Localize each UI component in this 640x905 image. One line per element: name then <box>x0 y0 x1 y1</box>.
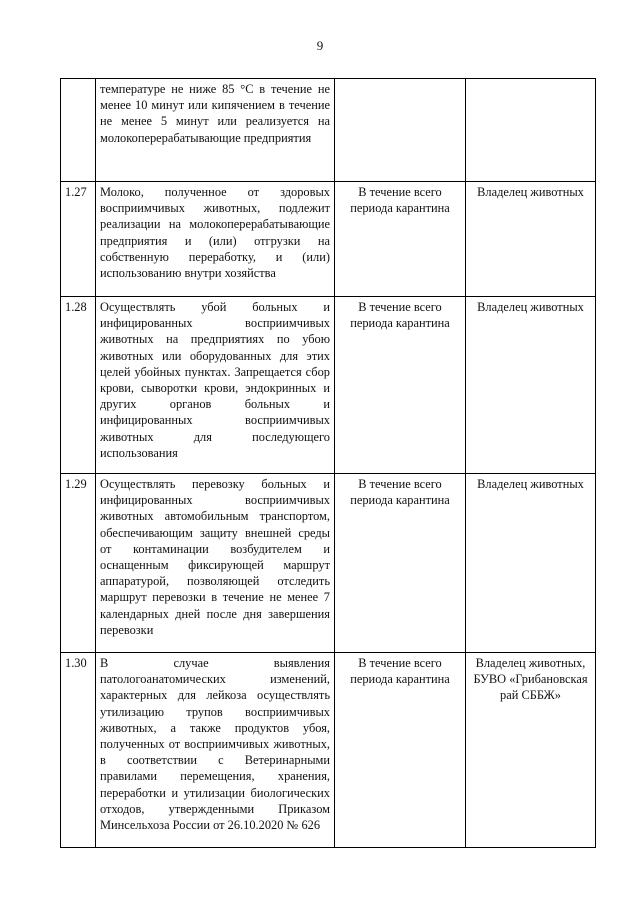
deadline-cell: В течение всего периода карантина <box>335 653 466 848</box>
page-number: 9 <box>316 38 324 53</box>
responsible-cell: Владелец животных <box>466 474 596 653</box>
table-row <box>61 653 596 848</box>
responsible-cell: Владелец животных <box>466 297 596 474</box>
responsible-cell <box>466 79 596 182</box>
measure-text: Молоко, полученное от здоровых восприимчивых животных, подлежит реализации на молокоперерабатывающие предприятия и (или) отгрузки на собственную переработку, и (или) использованию внутри хозяйства <box>96 182 335 297</box>
measure-text: Осуществлять перевозку больных и инфицированных восприимчивых животных автомобильным транспортом, обеспечивающим защиту внешней среды от контаминации возбудителем и оснащенным фиксирующей маршрут аппаратурой, позволяющей отследить маршрут перевозки в течение не менее 7 календарных дней после дня завершения перевозки <box>96 474 335 653</box>
measures-table <box>60 78 596 848</box>
deadline-cell <box>335 79 466 182</box>
table-row <box>61 182 596 297</box>
row-number: 1.28 <box>61 297 96 474</box>
deadline-cell: В течение всего периода карантина <box>335 182 466 297</box>
row-number: 1.27 <box>61 182 96 297</box>
row-number: 1.29 <box>61 474 96 653</box>
table-row <box>61 297 596 474</box>
table-row <box>61 474 596 653</box>
measure-text: температуре не ниже 85 °С в течение не менее 10 минут или кипячением в течение не менее 5 минут или реализуется на молокоперерабатывающие предприятия <box>96 79 335 182</box>
measure-text: В случае выявления патологоанатомических изменений, характерных для лейкоза осуществлять утилизацию трупов восприимчивых животных, а также продуктов убоя, полученных от восприимчивых животных, в соответствии с Ветеринарными правилами перемещения, хранения, переработки и утилизации биологических отходов, утвержденными Приказом Минсельхоза России от 26.10.2020 № 626 <box>96 653 335 848</box>
responsible-cell: Владелец животных, БУВО «Грибановская рай СББЖ» <box>466 653 596 848</box>
table-row <box>61 79 596 182</box>
row-number <box>61 79 96 182</box>
measure-text: Осуществлять убой больных и инфицированных восприимчивых животных на предприятиях по убою животных или оборудованных для этих целей убойных пунктах. Запрещается сбор крови, сыворотки крови, эндокринных и других органов больных и инфицированных восприимчивых животных для последующего использования <box>96 297 335 474</box>
deadline-cell: В течение всего периода карантина <box>335 297 466 474</box>
deadline-cell: В течение всего периода карантина <box>335 474 466 653</box>
responsible-cell: Владелец животных <box>466 182 596 297</box>
row-number: 1.30 <box>61 653 96 848</box>
